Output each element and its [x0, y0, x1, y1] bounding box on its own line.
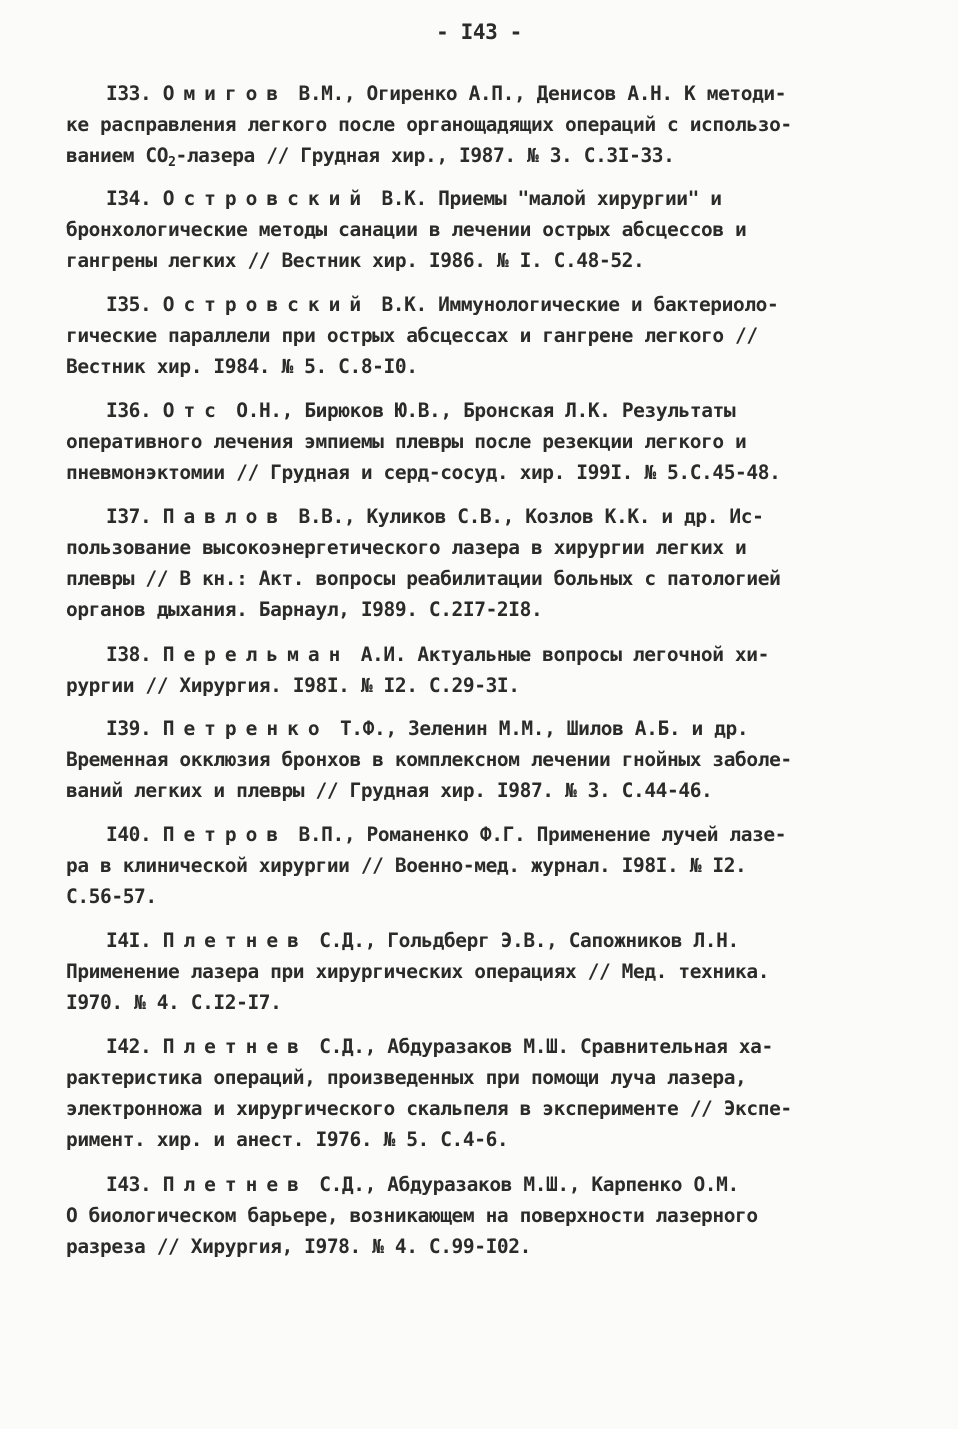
entry-text: I43. [106, 1173, 163, 1196]
bibliography-entry [66, 395, 898, 488]
entry-first-line [66, 713, 898, 744]
entry-text: Применение лазера при хирургических операциях // Мед. техника. [66, 960, 770, 983]
entry-text: Временная окклюзия бронхов в комплексном лечении гнойных заболе- [66, 748, 792, 771]
entry-line [66, 426, 898, 457]
entry-text: В.К. Приемы "малой хирургии" и [370, 187, 722, 210]
entry-text: I36. [106, 399, 163, 422]
entry-text: I39. [106, 717, 163, 740]
entry-text: I37. [106, 505, 163, 528]
bibliography-entry [66, 713, 898, 806]
author-name: Павлов [162, 505, 288, 528]
entry-text: ванием СО [66, 144, 169, 167]
author-name: Островский [162, 187, 371, 210]
entry-text: В.К. Иммунологические и бактериоло- [370, 293, 779, 316]
entry-line [66, 881, 898, 912]
entry-text: А.И. Актуальные вопросы легочной хи- [349, 643, 769, 666]
entry-text: С.Д., Абдуразаков М.Ш. Сравнительная ха- [307, 1035, 773, 1058]
entry-text: пользование высокоэнергетического лазера в хирургии легких и [66, 536, 747, 559]
entry-line [66, 1231, 898, 1262]
entry-line [66, 1062, 898, 1093]
entry-text: В.М., Огиренко А.П., Денисов А.Н. К методи- [287, 82, 787, 105]
entry-line [66, 1124, 898, 1155]
entry-text: пневмонэктомии // Грудная и серд-сосуд. хир. I99I. № 5.С.45-48. [66, 461, 781, 484]
entry-line [66, 245, 898, 276]
entry-line [66, 532, 898, 563]
entry-line [66, 956, 898, 987]
entry-text: оперативного лечения эмпиемы плевры после резекции легкого и [66, 430, 747, 453]
entry-text: I970. № 4. С.I2-I7. [66, 991, 282, 1014]
entry-line [66, 670, 898, 701]
entry-text: В.В., Куликов С.В., Козлов К.К. и др. Ис- [287, 505, 764, 528]
entry-text: плевры // В кн.: Акт. вопросы реабилитации больных с патологией [66, 567, 781, 590]
bibliography-entry [66, 501, 898, 625]
bibliography-entry [66, 183, 898, 276]
entry-text: римент. хир. и анест. I976. № 5. С.4-6. [66, 1128, 509, 1151]
entry-text: В.П., Романенко Ф.Г. Применение лучей лазе- [287, 823, 787, 846]
entry-line [66, 775, 898, 806]
entry-text: Т.Ф., Зеленин М.М., Шилов А.Б. и др. [328, 717, 749, 740]
entry-text: С.Д., Гольдберг Э.В., Сапожников Л.Н. [307, 929, 739, 952]
entry-text: органов дыхания. Барнаул, I989. С.2I7-2I8. [66, 598, 543, 621]
entry-text: I40. [106, 823, 163, 846]
author-name: Плетнев [162, 929, 308, 952]
author-name: Плетнев [162, 1173, 308, 1196]
entry-line [66, 457, 898, 488]
author-name: Омигов [162, 82, 288, 105]
entry-text: гангрены легких // Вестник хир. I986. № I. С.48-52. [66, 249, 645, 272]
entry-text: Вестник хир. I984. № 5. С.8-I0. [66, 355, 418, 378]
author-name: Перельман [162, 643, 350, 666]
entry-first-line [66, 501, 898, 532]
author-name: Петров [162, 823, 288, 846]
entry-line [66, 1200, 898, 1231]
entry-line [66, 850, 898, 881]
entry-first-line [66, 1169, 898, 1200]
entry-text: разреза // Хирургия, I978. № 4. С.99-I02. [66, 1235, 531, 1258]
bibliography-entry [66, 1031, 898, 1155]
entry-text: I4I. [106, 929, 163, 952]
author-name: Отс [162, 399, 225, 422]
bibliography-entry [66, 925, 898, 1018]
entry-text: I42. [106, 1035, 163, 1058]
entry-first-line [66, 289, 898, 320]
bibliography-entry [66, 819, 898, 912]
bibliography-entry [66, 78, 898, 171]
entry-line [66, 109, 898, 140]
entry-line [66, 214, 898, 245]
entry-line [66, 563, 898, 594]
entry-first-line [66, 183, 898, 214]
entry-text: -лазера // Грудная хир., I987. № 3. С.3I-33. [175, 144, 675, 167]
entry-text: С.56-57. [66, 885, 157, 908]
entry-text: О.Н., Бирюков Ю.В., Бронская Л.К. Результаты [224, 399, 736, 422]
entry-text: электронножа и хирургического скальпеля в эксперименте // Экспе- [66, 1097, 792, 1120]
bibliography-entry [66, 289, 898, 382]
entry-text: ваний легких и плевры // Грудная хир. I987. № 3. С.44-46. [66, 779, 713, 802]
author-name: Петренко [162, 717, 329, 740]
entry-line [66, 594, 898, 625]
entry-line [66, 1093, 898, 1124]
entry-first-line [66, 395, 898, 426]
entry-first-line [66, 639, 898, 670]
entry-first-line [66, 819, 898, 850]
bibliography-entry [66, 639, 898, 701]
page-number: - I43 - [436, 20, 522, 44]
entry-line [66, 744, 898, 775]
entry-text: бронхологические методы санации в лечении острых абсцессов и [66, 218, 747, 241]
entry-text: I33. [106, 82, 163, 105]
entry-text: I34. [106, 187, 163, 210]
entry-text: I38. [106, 643, 163, 666]
entry-line [66, 320, 898, 351]
entry-text: ке расправления легкого после органощадящих операций с использо- [66, 113, 792, 136]
entry-text: С.Д., Абдуразаков М.Ш., Карпенко О.М. [307, 1173, 739, 1196]
author-name: Плетнев [162, 1035, 308, 1058]
author-name: Островский [162, 293, 371, 316]
entry-text: рургии // Хирургия. I98I. № I2. С.29-3I. [66, 674, 520, 697]
entry-text: ра в клинической хирургии // Военно-мед. журнал. I98I. № I2. [66, 854, 747, 877]
entry-first-line [66, 925, 898, 956]
entry-first-line [66, 78, 898, 109]
entry-text: О биологическом барьере, возникающем на поверхности лазерного [66, 1204, 758, 1227]
subscript: 2 [168, 155, 176, 170]
entry-text: рактеристика операций, произведенных при помощи луча лазера, [66, 1066, 747, 1089]
entry-line [66, 987, 898, 1018]
entry-first-line [66, 1031, 898, 1062]
bibliography-entry [66, 1169, 898, 1262]
entry-line [66, 351, 898, 382]
entry-text: гические параллели при острых абсцессах и гангрене легкого // [66, 324, 758, 347]
entry-text: I35. [106, 293, 163, 316]
entry-line [66, 140, 898, 171]
